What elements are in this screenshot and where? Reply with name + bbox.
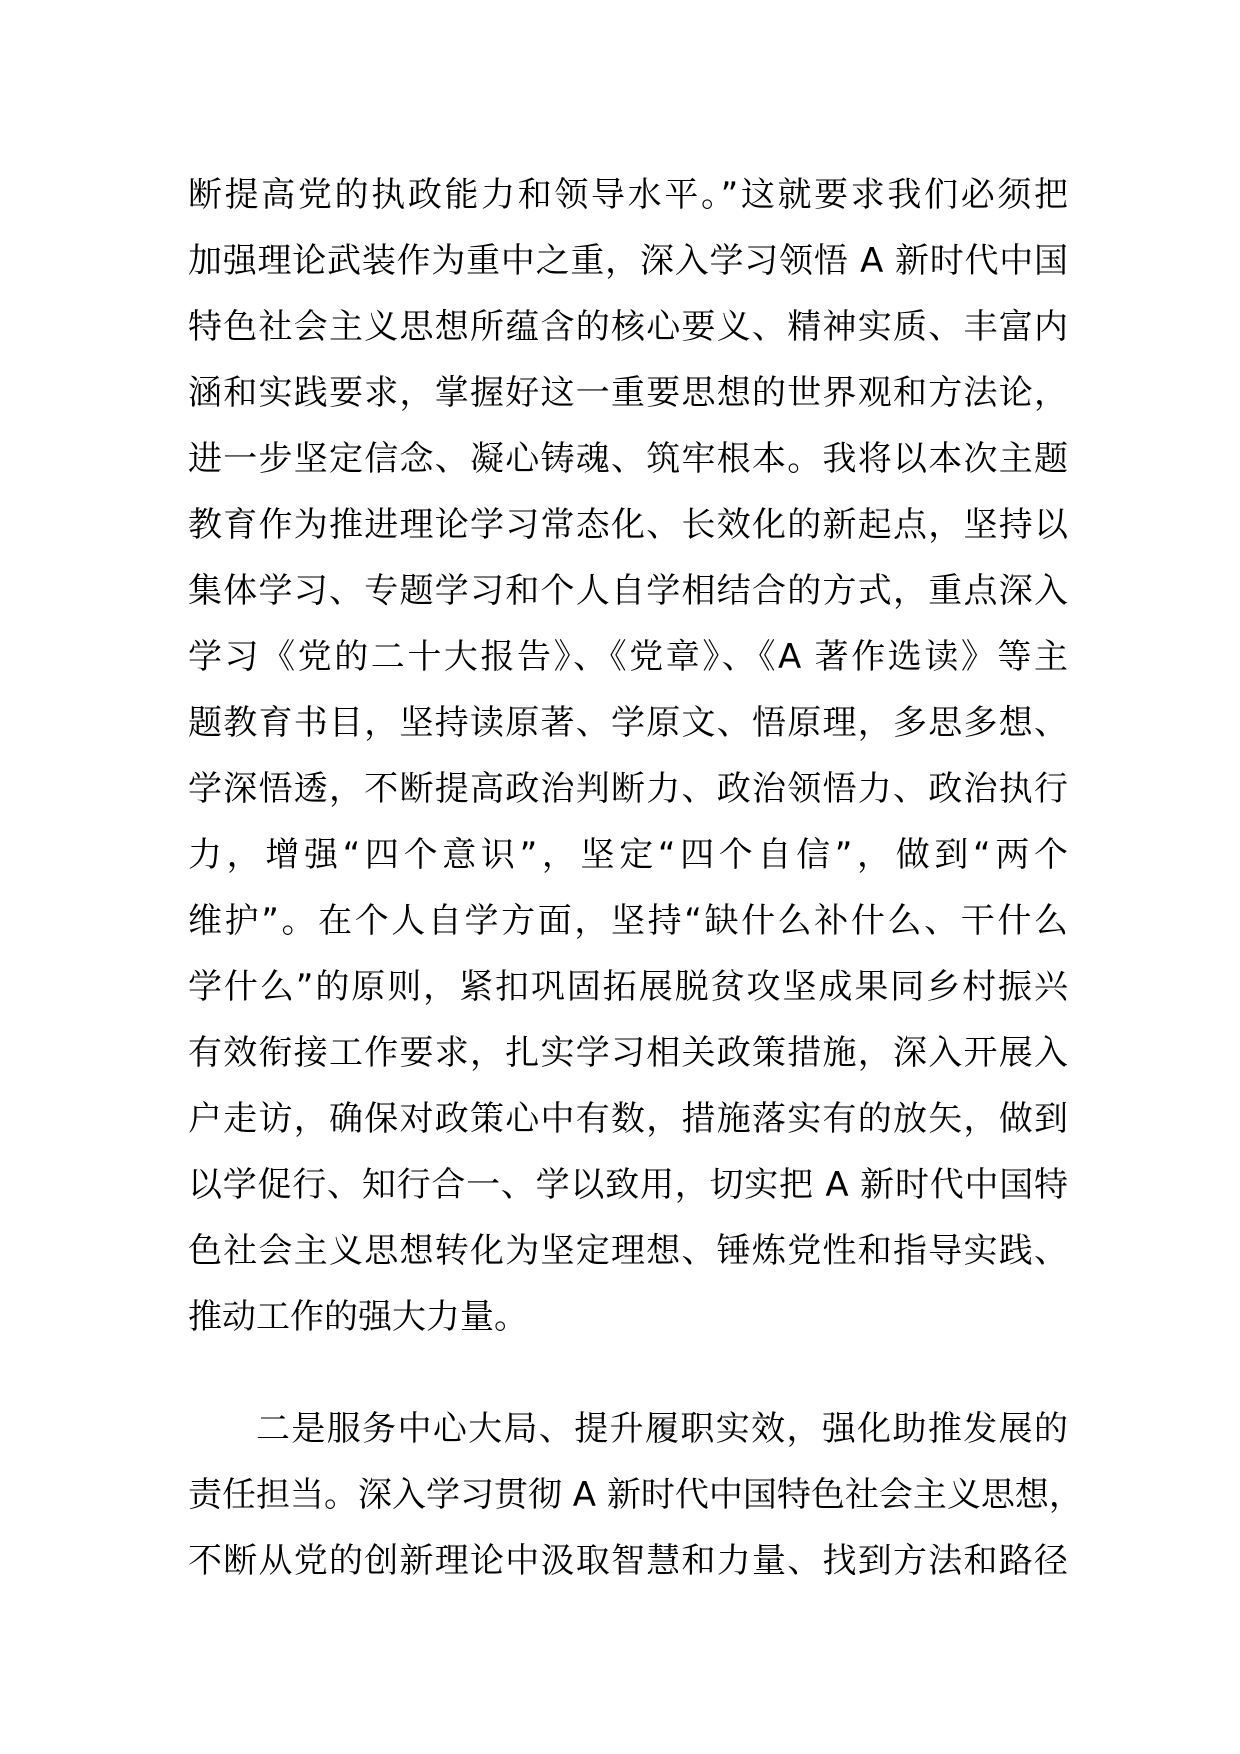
- paragraph-line: 涵和实践要求，掌握好这一重要思想的世界观和方法论，: [188, 373, 1068, 413]
- paragraph-line: 户走访，确保对政策心中有数，措施落实有的放矢，做到: [188, 1099, 1068, 1139]
- paragraph-line: 不断从党的创新理论中汲取智慧和力量、找到方法和路径: [188, 1541, 1068, 1581]
- paragraph-line: 加强理论武装作为重中之重，深入学习领悟 A 新时代中国: [188, 241, 1068, 281]
- paragraph-line: 推动工作的强大力量。: [188, 1297, 528, 1337]
- paragraph-line: 集体学习、专题学习和个人自学相结合的方式，重点深入: [188, 571, 1068, 611]
- paragraph-line: 学深悟透，不断提高政治判断力、政治领悟力、政治执行: [188, 769, 1068, 809]
- paragraph-line: 力，增强“四个意识”，坚定“四个自信”，做到“两个: [188, 835, 1068, 875]
- paragraph-1: [188, 162, 1068, 1350]
- paragraph-line: 二是服务中心大局、提升履职实效，强化助推发展的: [256, 1409, 1068, 1449]
- paragraph-line: 维护”。在个人自学方面，坚持“缺什么补什么、干什么: [188, 901, 1068, 941]
- paragraph-line: 特色社会主义思想所蕴含的核心要义、精神实质、丰富内: [188, 307, 1068, 347]
- paragraph-line: 题教育书目，坚持读原著、学原文、悟原理，多思多想、: [188, 703, 1068, 743]
- paragraph-line: 色社会主义思想转化为坚定理想、锤炼党性和指导实践、: [188, 1231, 1068, 1271]
- paragraph-line: 断提高党的执政能力和领导水平。”这就要求我们必须把: [188, 175, 1068, 215]
- paragraph-line: 有效衔接工作要求，扎实学习相关政策措施，深入开展入: [188, 1033, 1068, 1073]
- paragraph-line: 学什么”的原则，紧扣巩固拓展脱贫攻坚成果同乡村振兴: [188, 967, 1068, 1007]
- paragraph-line: 学习《党的二十大报告》、《党章》、《A 著作选读》等主: [188, 637, 1068, 677]
- paragraph-2: [188, 1396, 1083, 1594]
- paragraph-line: 进一步坚定信念、凝心铸魂、筑牢根本。我将以本次主题: [188, 439, 1068, 479]
- paragraph-line: 以学促行、知行合一、学以致用，切实把 A 新时代中国特: [188, 1165, 1068, 1205]
- paragraph-line: 责任担当。深入学习贯彻 A 新时代中国特色社会主义思想，: [188, 1475, 1083, 1515]
- paragraph-line: 教育作为推进理论学习常态化、长效化的新起点，坚持以: [188, 505, 1068, 545]
